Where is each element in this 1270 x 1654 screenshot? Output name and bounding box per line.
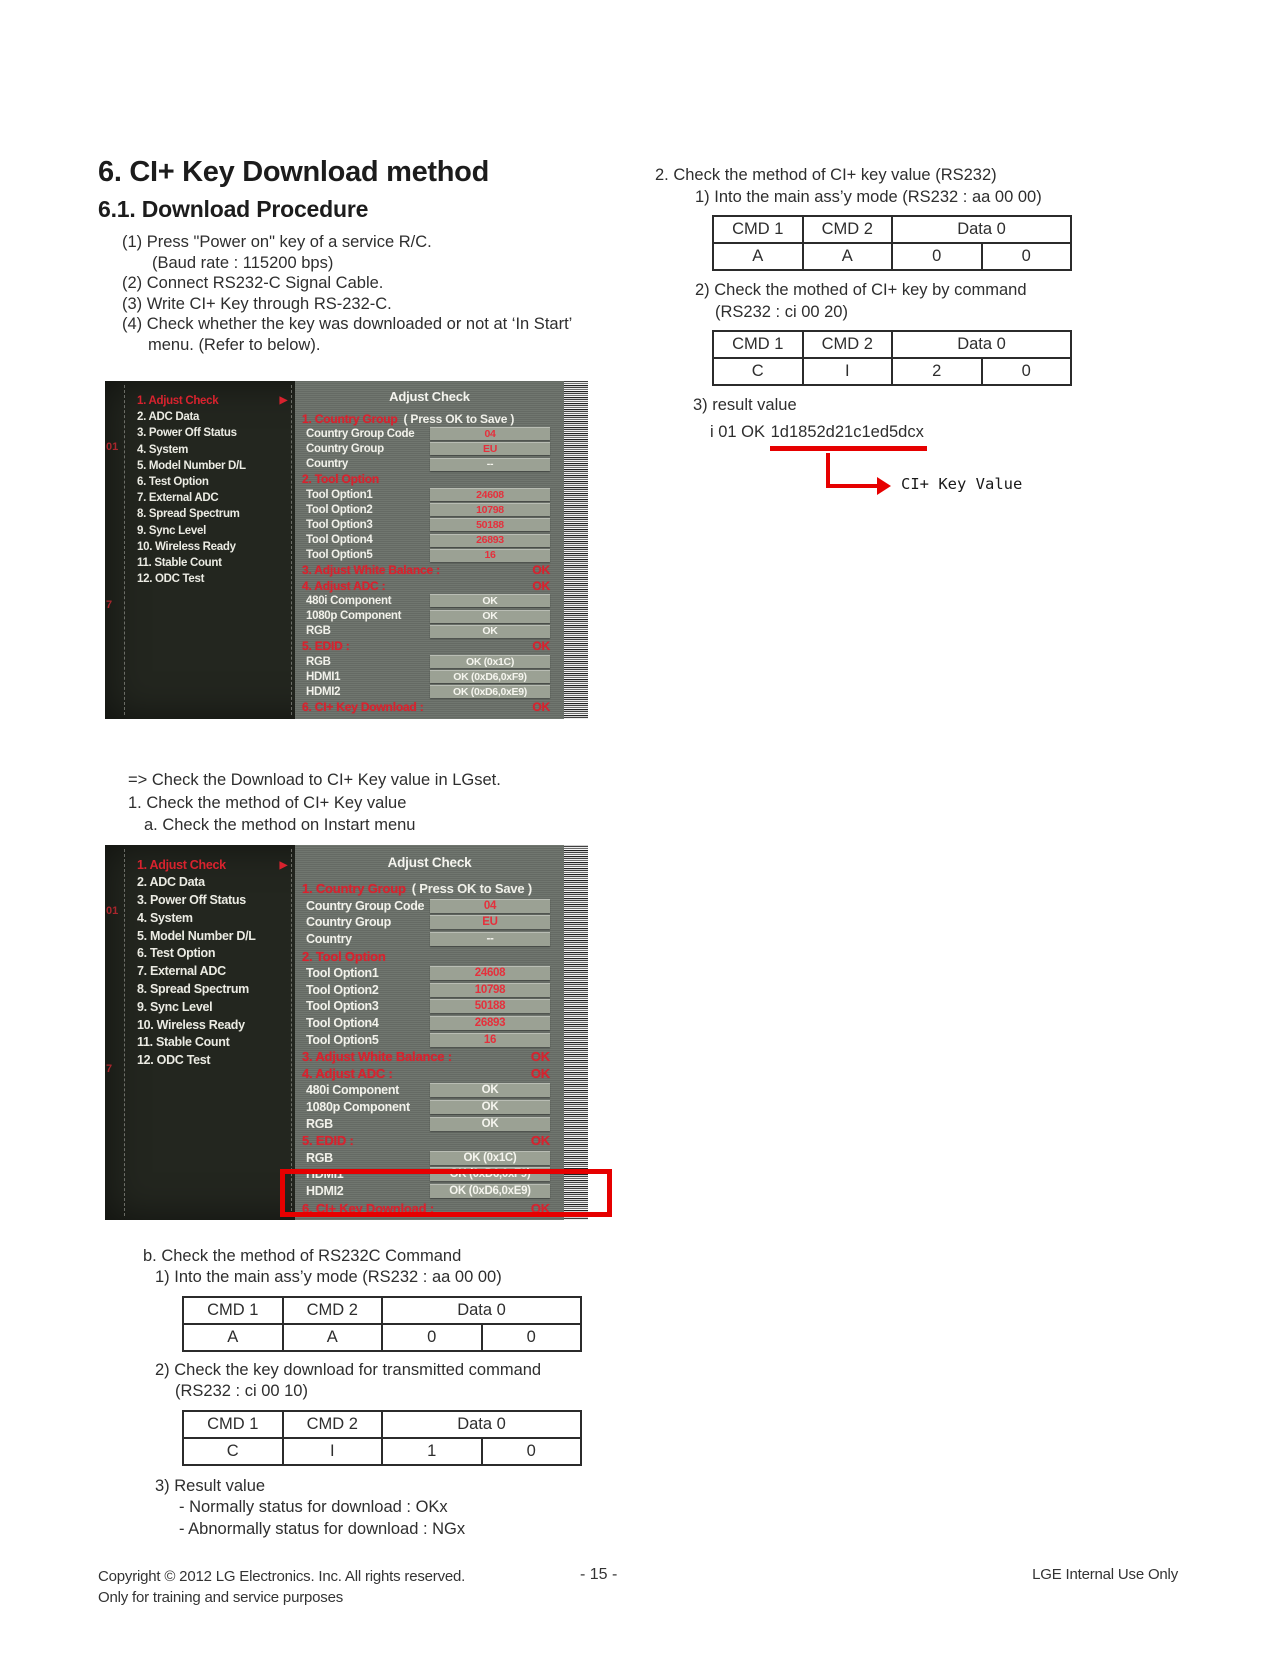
ci-key-hex: 1d1852d21c1ed5dcx (770, 422, 927, 452)
table-data-cell: C (713, 358, 803, 385)
panel-field-row (295, 654, 564, 669)
right-sub2b: (RS232 : ci 00 20) (715, 302, 848, 321)
panel-section-label: 3. Adjust White Balance : (302, 1049, 452, 1065)
table-header-cell: Data 0 (382, 1411, 581, 1438)
service-menu-item-label: 6. Test Option (137, 946, 216, 961)
panel-section-row (295, 1065, 564, 1082)
note-line: a. Check the method on Instart menu (144, 816, 416, 834)
service-menu-item-label: 12. ODC Test (137, 573, 205, 586)
panel-field-row (295, 998, 564, 1015)
panel-section-row (295, 639, 564, 654)
panel-value-box: OK (0xD6,0xE9) (430, 685, 550, 698)
panel-field-label: 480i Component (306, 1083, 400, 1098)
panel-field-row (295, 608, 564, 623)
panel-section-suffix: ( Press OK to Save ) (411, 881, 532, 897)
ci-key-value-label: CI+ Key Value (901, 475, 1023, 493)
panel-field-row (295, 897, 564, 914)
panel-field-label: RGB (306, 1150, 333, 1165)
table-data-cell: A (803, 243, 893, 270)
service-menu-item-label: 5. Model Number D/L (137, 459, 246, 472)
service-menu-item (125, 981, 291, 999)
table-header-cell: CMD 2 (283, 1411, 383, 1438)
panel-value-box: 50188 (430, 999, 550, 1013)
service-menu-item (125, 539, 291, 555)
service-menu-item-label: 8. Spread Spectrum (137, 982, 250, 997)
panel-value-box: OK (0xD6,0xE9) (430, 1184, 550, 1198)
table-header-cell: Data 0 (892, 331, 1071, 358)
right-column (655, 165, 1225, 531)
photo-edge-mark: 7 (106, 1062, 113, 1075)
panel-field-label: HDMI1 (306, 670, 341, 683)
photo-edge-mark: 7 (106, 599, 113, 611)
panel-section-label: 2. Tool Option (302, 472, 379, 487)
table-header-row (713, 216, 1071, 243)
selected-arrow-icon: ▶ (279, 859, 287, 871)
table-data-cell: C (183, 1438, 283, 1465)
panel-field-label: RGB (306, 655, 331, 668)
panel-field-label: Tool Option2 (306, 503, 373, 516)
panel-section-row (295, 1048, 564, 1065)
section-b-result-lines (179, 1497, 646, 1540)
table-data-cell: 1 (382, 1438, 482, 1465)
annotation-hline (826, 484, 878, 488)
result-line: - Abnormally status for download : NGx (179, 1519, 466, 1538)
table-data-cell: A (183, 1324, 283, 1351)
result-line: - Normally status for download : OKx (179, 1498, 448, 1516)
table-data-cell: 0 (482, 1438, 582, 1465)
panel-section-label: 4. Adjust ADC : (302, 578, 386, 593)
panel-field-label: RGB (306, 1117, 333, 1132)
table-header-cell: CMD 2 (803, 331, 893, 358)
panel-field-row (295, 1082, 564, 1099)
panel-section-label: 5. EDID : (302, 1133, 354, 1149)
service-menu-item (125, 857, 291, 875)
annotation-vline (826, 453, 830, 487)
page-title: 6. CI+ Key Download method (98, 156, 490, 188)
panel-field-row (295, 964, 564, 981)
table-header-cell: CMD 1 (713, 331, 803, 358)
note-lines (128, 769, 646, 837)
panel-section-status: OK (530, 1133, 550, 1149)
panel-field-label: RGB (306, 625, 331, 638)
footer-copyright-line2: Only for training and service purposes (98, 1589, 344, 1606)
annotation-arrowhead-icon (877, 477, 891, 495)
panel-section-row (295, 948, 564, 965)
key-annotation (655, 451, 1225, 531)
service-menu-item (125, 892, 291, 910)
table-data-cell: 0 (382, 1324, 482, 1351)
panel-field-row (295, 517, 564, 532)
panel-field-row (295, 669, 564, 684)
panel-section-row (295, 881, 564, 898)
panel-value-box: 04 (430, 899, 550, 913)
service-menu-photo-1 (105, 381, 588, 719)
panel-section-row (295, 411, 564, 426)
table-data-cell: A (283, 1324, 383, 1351)
service-menu-item (125, 1017, 291, 1035)
panel-value-box: OK (430, 1117, 550, 1131)
panel-field-label: Tool Option4 (306, 534, 373, 547)
panel-section-row (295, 563, 564, 578)
service-menu-item (125, 910, 291, 928)
panel-field-label: HDMI2 (306, 685, 341, 698)
panel-value-box: OK (0x1C) (430, 1151, 550, 1165)
service-menu-item (125, 1034, 291, 1052)
table-header-row (183, 1411, 581, 1438)
panel-section-label: 1. Country Group (302, 411, 398, 426)
table-header-cell: CMD 1 (183, 1297, 283, 1324)
service-menu-item (125, 458, 291, 474)
photo-edge-mark: 01 (106, 441, 119, 453)
service-menu-item-label: 11. Stable Count (137, 557, 222, 570)
panel-field-label: Tool Option5 (306, 549, 373, 562)
panel-value-box: OK (0x1C) (430, 655, 550, 668)
panel-field-label: Tool Option2 (306, 982, 379, 997)
panel-field-label: Tool Option1 (306, 965, 379, 980)
panel-field-label: Country Group Code (306, 427, 415, 440)
table-header-row (713, 331, 1071, 358)
table-data-cell: I (803, 358, 893, 385)
service-menu-item-label: 5. Model Number D/L (137, 928, 256, 943)
service-menu-item (125, 506, 291, 522)
service-menu-item-label: 7. External ADC (137, 964, 226, 979)
panel-field-row (295, 548, 564, 563)
section-b-result-label: 3) Result value (155, 1476, 266, 1495)
service-menu-item-label: 9. Sync Level (137, 999, 213, 1014)
panel-field-row (295, 502, 564, 517)
note-line: => Check the Download to CI+ Key value in LGset. (128, 771, 501, 789)
table-header-cell: Data 0 (382, 1297, 581, 1324)
panel-field-label: Tool Option3 (306, 518, 373, 531)
table-data-cell: 0 (892, 243, 982, 270)
panel-value-box: OK (430, 594, 550, 607)
static-noise-band (564, 381, 588, 719)
screen-title: Adjust Check (389, 389, 470, 404)
procedure-step: (2) Connect RS232-C Signal Cable. (122, 274, 384, 292)
service-menu-item (125, 999, 291, 1017)
table-data-cell: 0 (982, 243, 1072, 270)
panel-field-row (295, 931, 564, 948)
panel-value-box: 04 (430, 427, 550, 440)
service-menu-item (125, 474, 291, 490)
static-noise-band (564, 845, 588, 1220)
table-data-row (713, 358, 1071, 385)
panel-section-row (295, 472, 564, 487)
service-menu-photo-2 (105, 845, 588, 1220)
panel-field-label: Country (306, 458, 348, 471)
panel-value-box: 24608 (430, 488, 550, 501)
service-menu-item-label: 11. Stable Count (137, 1035, 230, 1050)
service-menu-item-label: 8. Spread Spectrum (137, 508, 240, 521)
panel-field-label: Tool Option1 (306, 488, 373, 501)
panel-value-box: EU (430, 442, 550, 455)
panel-value-box: OK (430, 1100, 550, 1114)
procedure-steps (122, 232, 646, 355)
table-data-row (183, 1438, 581, 1465)
selected-arrow-icon: ▶ (279, 395, 287, 406)
service-menu-item (125, 555, 291, 571)
panel-field-label: Tool Option4 (306, 1016, 379, 1031)
service-menu-item-label: 10. Wireless Ready (137, 1017, 245, 1032)
cmd-table-r1 (712, 215, 1072, 271)
section-b (143, 1246, 646, 1541)
adjust-check-panel (295, 845, 564, 1220)
panel-section-row (295, 578, 564, 593)
panel-section-label: 2. Tool Option (302, 948, 386, 964)
service-menu-item-label: 7. External ADC (137, 492, 219, 505)
panel-field-row (295, 1116, 564, 1133)
panel-field-row (295, 684, 564, 699)
right-sub2: 2) Check the mothed of CI+ key by command (695, 281, 1027, 299)
service-menu-list (125, 393, 291, 587)
panel-section-row (295, 1132, 564, 1149)
panel-value-box: OK (430, 625, 550, 638)
section-subtitle: 6.1. Download Procedure (98, 196, 369, 222)
service-menu-item-label: 2. ADC Data (137, 875, 205, 890)
panel-field-row (295, 593, 564, 608)
section-b-sub2: 2) Check the key download for transmitted command (155, 1360, 542, 1379)
panel-section-label: 5. EDID : (302, 639, 350, 654)
panel-value-box: OK (0xD6,0xF9) (430, 670, 550, 683)
service-menu-item (125, 425, 291, 441)
service-menu-item (125, 409, 291, 425)
service-menu-item-label: 1. Adjust Check (137, 395, 219, 407)
service-menu-item (125, 928, 291, 946)
table-data-cell: 0 (482, 1324, 582, 1351)
footer-page-number: - 15 - (580, 1566, 618, 1583)
ci-key-highlight-box (280, 1169, 612, 1217)
panel-field-row (295, 981, 564, 998)
panel-section-row (295, 700, 564, 715)
panel-value-box: -- (430, 932, 550, 946)
service-menu-item-label: 1. Adjust Check (137, 857, 226, 872)
adjust-check-panel (295, 381, 564, 719)
table-header-cell: CMD 2 (803, 216, 893, 243)
panel-field-row (295, 457, 564, 472)
panel-value-box: 26893 (430, 534, 550, 547)
panel-section-label: 3. Adjust White Balance : (302, 563, 440, 578)
service-menu-item-label: 2. ADC Data (137, 411, 200, 424)
panel-section-label: 6. CI+ Key Download : (302, 700, 424, 715)
photo-edge-mark: 01 (106, 904, 119, 917)
procedure-step: (3) Write CI+ Key through RS-232-C. (122, 294, 392, 313)
cmd-table-b1 (182, 1296, 582, 1352)
section-b-heading: b. Check the method of RS232C Command (143, 1246, 462, 1265)
service-menu-item-label: 10. Wireless Ready (137, 540, 236, 553)
panel-value-box: OK (0xD6,0xF9) (430, 1167, 550, 1181)
cmd-table-r2 (712, 330, 1072, 386)
table-data-cell: A (713, 243, 803, 270)
table-header-cell: Data 0 (892, 216, 1071, 243)
panel-value-box: OK (430, 610, 550, 623)
panel-field-row (295, 487, 564, 502)
panel-field-label: Country (306, 932, 352, 947)
panel-value-box: 24608 (430, 966, 550, 980)
service-menu-item-label: 4. System (137, 443, 188, 456)
panel-field-row (295, 533, 564, 548)
panel-value-box: -- (430, 458, 550, 471)
panel-field-row (295, 624, 564, 639)
table-data-row (713, 243, 1071, 270)
panel-section-label: 6. CI+ Key Download : (302, 1200, 434, 1216)
service-menu-item-label: 6. Test Option (137, 476, 209, 489)
panel-field-label: HDMI1 (306, 1167, 344, 1182)
service-menu-item (125, 490, 291, 506)
panel-section-status: OK (530, 1049, 550, 1065)
panel-value-box: OK (430, 1083, 550, 1097)
section-b-sub1: 1) Into the main ass’y mode (RS232 : aa 00 00) (155, 1268, 502, 1286)
panel-value-box: 26893 (430, 1016, 550, 1030)
panel-field-label: 480i Component (306, 594, 392, 607)
panel-field-row (295, 1099, 564, 1116)
footer-classification: LGE Internal Use Only (1032, 1566, 1178, 1583)
service-menu-item (125, 963, 291, 981)
panel-value-box: 50188 (430, 518, 550, 531)
service-menu-item-label: 4. System (137, 910, 193, 925)
panel-field-label: Country Group (306, 915, 391, 930)
panel-field-label: HDMI2 (306, 1184, 344, 1199)
service-menu-item-label: 3. Power Off Status (137, 893, 246, 908)
cmd-table-b2 (182, 1410, 582, 1466)
table-header-cell: CMD 2 (283, 1297, 383, 1324)
service-menu-item (125, 874, 291, 892)
service-menu-item (125, 393, 291, 409)
table-data-row (183, 1324, 581, 1351)
panel-field-row (295, 1015, 564, 1032)
service-menu-item-label: 3. Power Off Status (137, 427, 237, 440)
panel-section-status: OK (532, 639, 550, 654)
panel-value-box: 16 (430, 549, 550, 562)
left-column (98, 156, 646, 1540)
table-data-cell: 2 (892, 358, 982, 385)
right-heading: 2. Check the method of CI+ key value (RS232) (655, 166, 997, 184)
table-header-cell: CMD 1 (183, 1411, 283, 1438)
procedure-step: menu. (Refer to below). (148, 335, 321, 354)
photo-dashed-line (291, 385, 292, 715)
screen-title: Adjust Check (387, 854, 472, 870)
panel-field-label: 1080p Component (306, 610, 402, 623)
panel-section-status: OK (530, 1066, 550, 1082)
panel-section-status: OK (532, 578, 550, 593)
service-menu-item (125, 945, 291, 963)
panel-field-row (295, 1032, 564, 1049)
table-header-cell: CMD 1 (713, 216, 803, 243)
right-result-value (710, 422, 1225, 452)
result-prefix: i 01 OK (710, 422, 766, 441)
panel-field-row (295, 914, 564, 931)
panel-value-box: EU (430, 915, 550, 929)
right-result-label: 3) result value (693, 396, 797, 414)
panel-field-label: Country Group Code (306, 898, 425, 913)
procedure-step: (Baud rate : 115200 bps) (152, 253, 334, 272)
panel-section-status: OK (530, 1200, 550, 1216)
service-menu-item-label: 9. Sync Level (137, 524, 206, 537)
panel-section-status: OK (532, 563, 550, 578)
procedure-step: (4) Check whether the key was downloaded or not at ‘In Start’ (122, 315, 573, 333)
service-menu-item (125, 442, 291, 458)
panel-field-label: Tool Option5 (306, 1033, 379, 1048)
photo-dashed-line (291, 849, 292, 1216)
table-header-row (183, 1297, 581, 1324)
panel-field-row (295, 441, 564, 456)
panel-field-label: 1080p Component (306, 1100, 410, 1115)
service-menu-list (125, 857, 291, 1071)
panel-section-status: OK (532, 700, 550, 715)
panel-value-box: 10798 (430, 503, 550, 516)
panel-value-box: 10798 (430, 983, 550, 997)
service-menu-item (125, 523, 291, 539)
table-data-cell: I (283, 1438, 383, 1465)
service-menu-item (125, 571, 291, 587)
service-menu-item (125, 1052, 291, 1070)
panel-field-label: Country Group (306, 442, 384, 455)
service-menu-item-label: 12. ODC Test (137, 1053, 211, 1068)
right-sub1: 1) Into the main ass’y mode (RS232 : aa 00 00) (695, 187, 1042, 206)
footer-copyright (98, 1566, 465, 1608)
panel-section-label: 1. Country Group (302, 881, 406, 897)
table-data-cell: 0 (982, 358, 1072, 385)
section-b-sub2b: (RS232 : ci 00 10) (175, 1382, 308, 1400)
panel-field-row (295, 1149, 564, 1166)
note-line: 1. Check the method of CI+ Key value (128, 793, 407, 812)
panel-field-row (295, 426, 564, 441)
footer-copyright-line1: Copyright © 2012 LG Electronics. Inc. All rights reserved. (98, 1568, 466, 1585)
panel-section-suffix: ( Press OK to Save ) (403, 411, 515, 426)
panel-value-box: 16 (430, 1033, 550, 1047)
panel-field-label: Tool Option3 (306, 999, 379, 1014)
panel-section-label: 4. Adjust ADC : (302, 1066, 393, 1082)
procedure-step: (1) Press "Power on" key of a service R/C. (122, 233, 432, 251)
